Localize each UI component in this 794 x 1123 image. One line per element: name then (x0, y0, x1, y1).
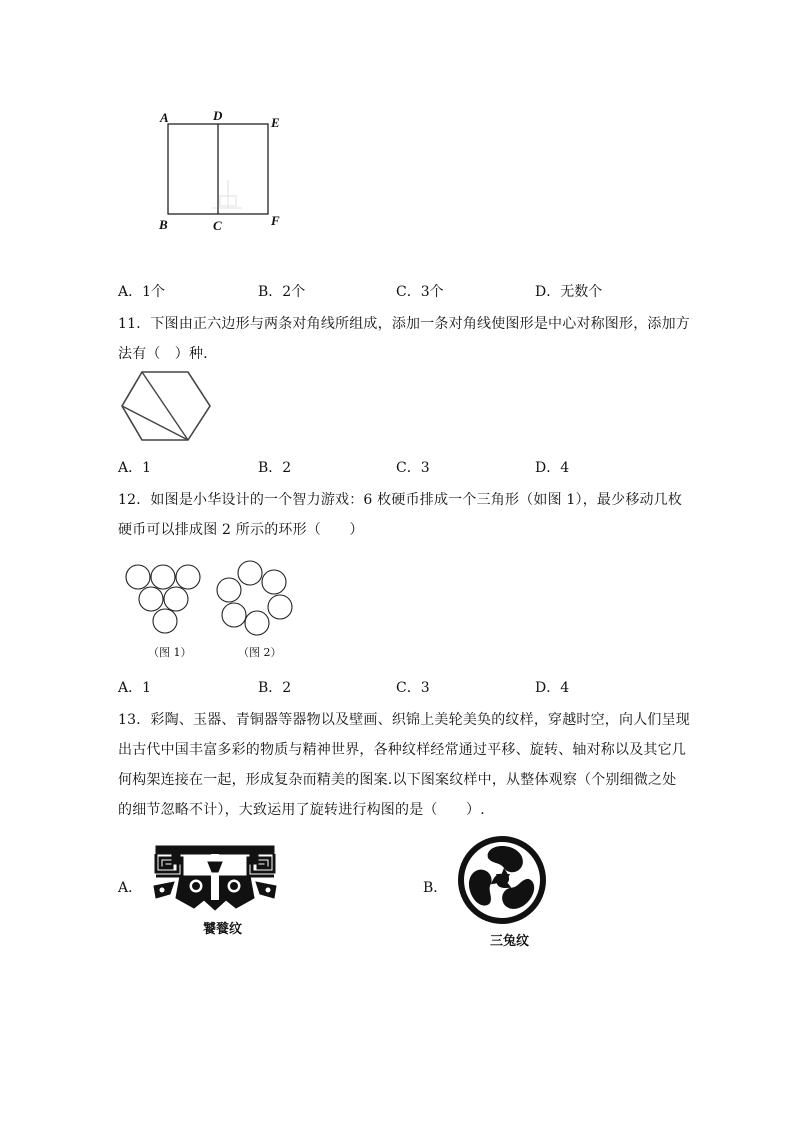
label-e: E (271, 115, 280, 130)
label-a: A (160, 110, 169, 125)
q12-line-2: 硬币可以排成图 2 所示的环形（ ） (118, 522, 364, 538)
label-c: C (213, 218, 222, 233)
q13-line-4: 的细节忽略不计），大致运用了旋转进行构图的是（ ）. (118, 802, 485, 818)
q12-option-b[interactable]: B．2 (258, 680, 292, 696)
coin-triangle-figure (125, 564, 205, 634)
q13-option-b-letter[interactable]: B． (423, 880, 448, 896)
label-b: B (159, 217, 168, 232)
q11-line-2: 法有（ ）种． (118, 346, 218, 362)
taotie-caption: 饕餮纹 (203, 922, 243, 937)
q12-option-a[interactable]: A．1 (118, 680, 152, 696)
hexagon-figure (118, 368, 218, 448)
q11-line-1: 11．下图由正六边形与两条对角线所组成，添加一条对角线使图形是中心对称图形，添加方 (118, 316, 691, 332)
label-d: D (213, 108, 223, 123)
three-rabbits-pattern-image[interactable] (456, 834, 548, 926)
q13-line-1: 13．彩陶、玉器、青铜器等器物以及壁画、织锦上美轮美奂的纹样，穿越时空，向人们呈现 (118, 712, 691, 728)
label-f: F (271, 213, 280, 228)
q10-option-b[interactable]: B．2个 (258, 284, 306, 300)
q12-line-1: 12．如图是小华设计的一个智力游戏：6 枚硬币排成一个三角形（如图 1），最少移动几枚 (118, 492, 683, 508)
taotie-pattern-image[interactable] (150, 842, 280, 914)
figure-1-caption: （图 1） (148, 646, 192, 659)
q10-option-d[interactable]: D．无数个 (535, 284, 603, 300)
q13-line-2: 出古代中国丰富多彩的物质与精神世界，各种纹样经常通过平移、旋转、轴对称以及其它几 (118, 742, 686, 758)
q13-option-a-letter[interactable]: A． (118, 880, 143, 896)
q11-option-b[interactable]: B．2 (258, 460, 292, 476)
q11-option-d[interactable]: D．4 (535, 460, 570, 476)
q12-option-d[interactable]: D．4 (535, 680, 570, 696)
q10-option-a[interactable]: A．1个 (118, 284, 166, 300)
q11-option-c[interactable]: C．3 (396, 460, 430, 476)
three-rabbits-caption: 三兔纹 (490, 934, 530, 949)
coin-ring-figure (216, 560, 296, 640)
q12-option-c[interactable]: C．3 (396, 680, 430, 696)
figure-2-caption: （图 2） (238, 646, 282, 659)
q11-option-a[interactable]: A．1 (118, 460, 152, 476)
q13-line-3: 何构架连接在一起，形成复杂而精美的图案.以下图案纹样中，从整体观察（个别细微之处 (118, 772, 677, 788)
q10-option-c[interactable]: C．3个 (396, 284, 444, 300)
